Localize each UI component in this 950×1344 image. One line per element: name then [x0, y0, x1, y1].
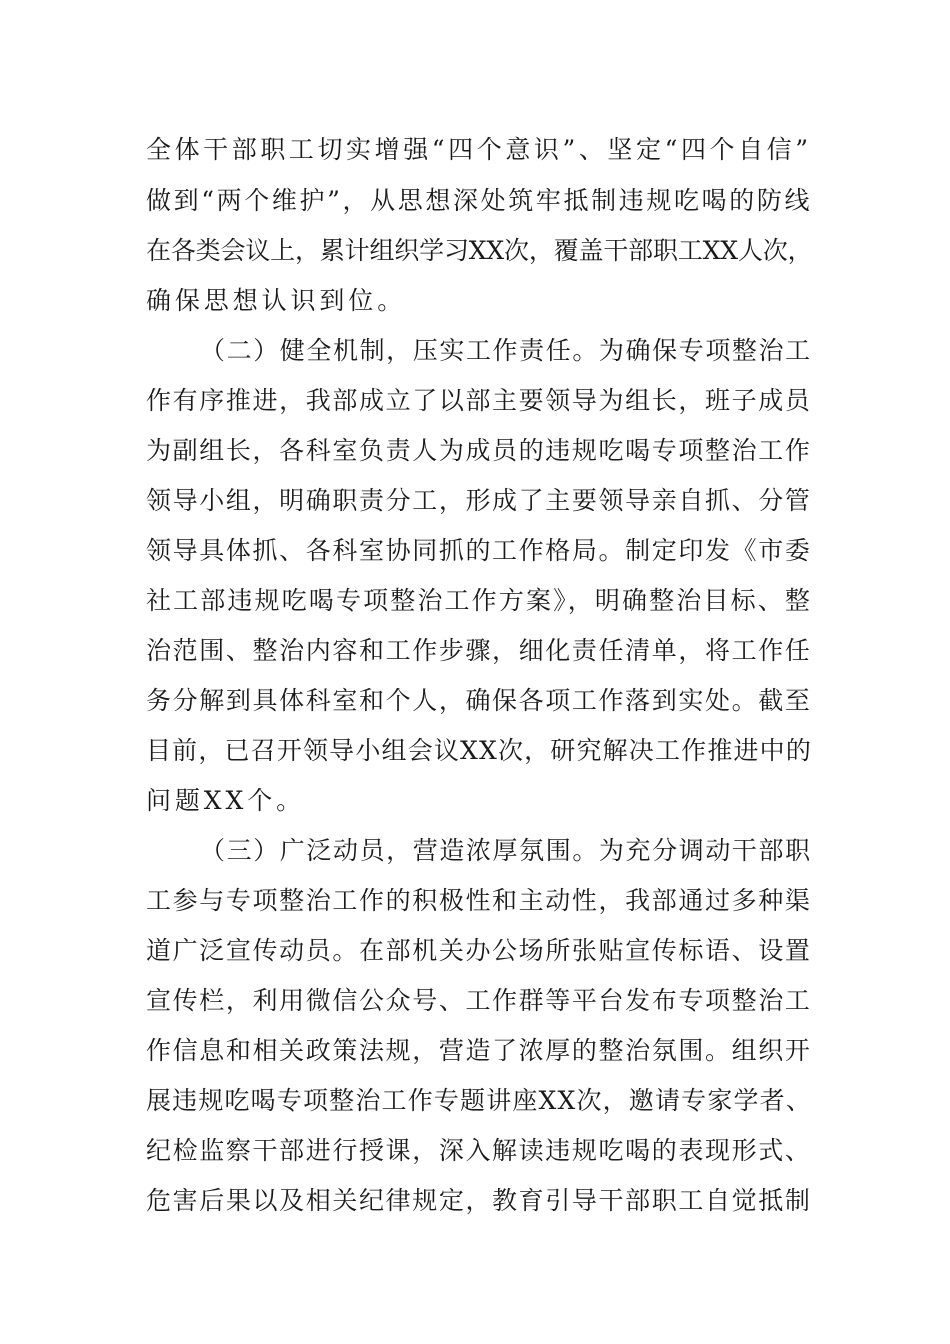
- text-line: 治范围、整治内容和工作步骤，细化责任清单，将工作任: [146, 636, 812, 665]
- text-line: 全体干部职工切实增强“四个意识”、坚定“四个自信”: [146, 135, 812, 164]
- text-line: 作信息和相关政策法规，营造了浓厚的整治氛围。组织开: [146, 1036, 812, 1065]
- section-heading-line: （三）广泛动员，营造浓厚氛围。为充分调动干部职: [200, 836, 812, 865]
- text-line: 纪检监察干部进行授课，深入解读违规吃喝的表现形式、: [146, 1136, 812, 1165]
- section-heading-line: （二）健全机制，压实工作责任。为确保专项整治工: [200, 336, 812, 365]
- text-line: 务分解到具体科室和个人，确保各项工作落到实处。截至: [146, 686, 812, 715]
- text-line: 确保思想认识到位。: [146, 286, 407, 315]
- text-line: 在各类会议上，累计组织学习XX次，覆盖干部职工XX人次，: [146, 236, 813, 265]
- text-line: 领导具体抓、各科室协同抓的工作格局。制定印发《市委: [146, 536, 812, 565]
- text-line: 领导小组，明确职责分工，形成了主要领导亲自抓、分管: [146, 486, 812, 515]
- text-line: 做到“两个维护”，从思想深处筑牢抵制违规吃喝的防线: [146, 186, 813, 215]
- text-line: 为副组长，各科室负责人为成员的违规吃喝专项整治工作: [146, 436, 812, 465]
- text-line: 危害后果以及相关纪律规定，教育引导干部职工自觉抵制: [146, 1186, 812, 1215]
- text-line: 社工部违规吃喝专项整治工作方案》，明确整治目标、整: [146, 586, 813, 615]
- text-line: 工参与专项整治工作的积极性和主动性，我部通过多种渠: [146, 886, 812, 915]
- text-line: 展违规吃喝专项整治工作专题讲座XX次，邀请专家学者、: [146, 1086, 812, 1115]
- text-line: 问题XX个。: [146, 786, 305, 815]
- text-line: 道广泛宣传动员。在部机关办公场所张贴宣传标语、设置: [146, 936, 812, 965]
- text-line: 宣传栏，利用微信公众号、工作群等平台发布专项整治工: [146, 986, 812, 1015]
- text-line: 作有序推进，我部成立了以部主要领导为组长，班子成员: [146, 386, 812, 415]
- text-line: 目前，已召开领导小组会议XX次，研究解决工作推进中的: [146, 736, 812, 765]
